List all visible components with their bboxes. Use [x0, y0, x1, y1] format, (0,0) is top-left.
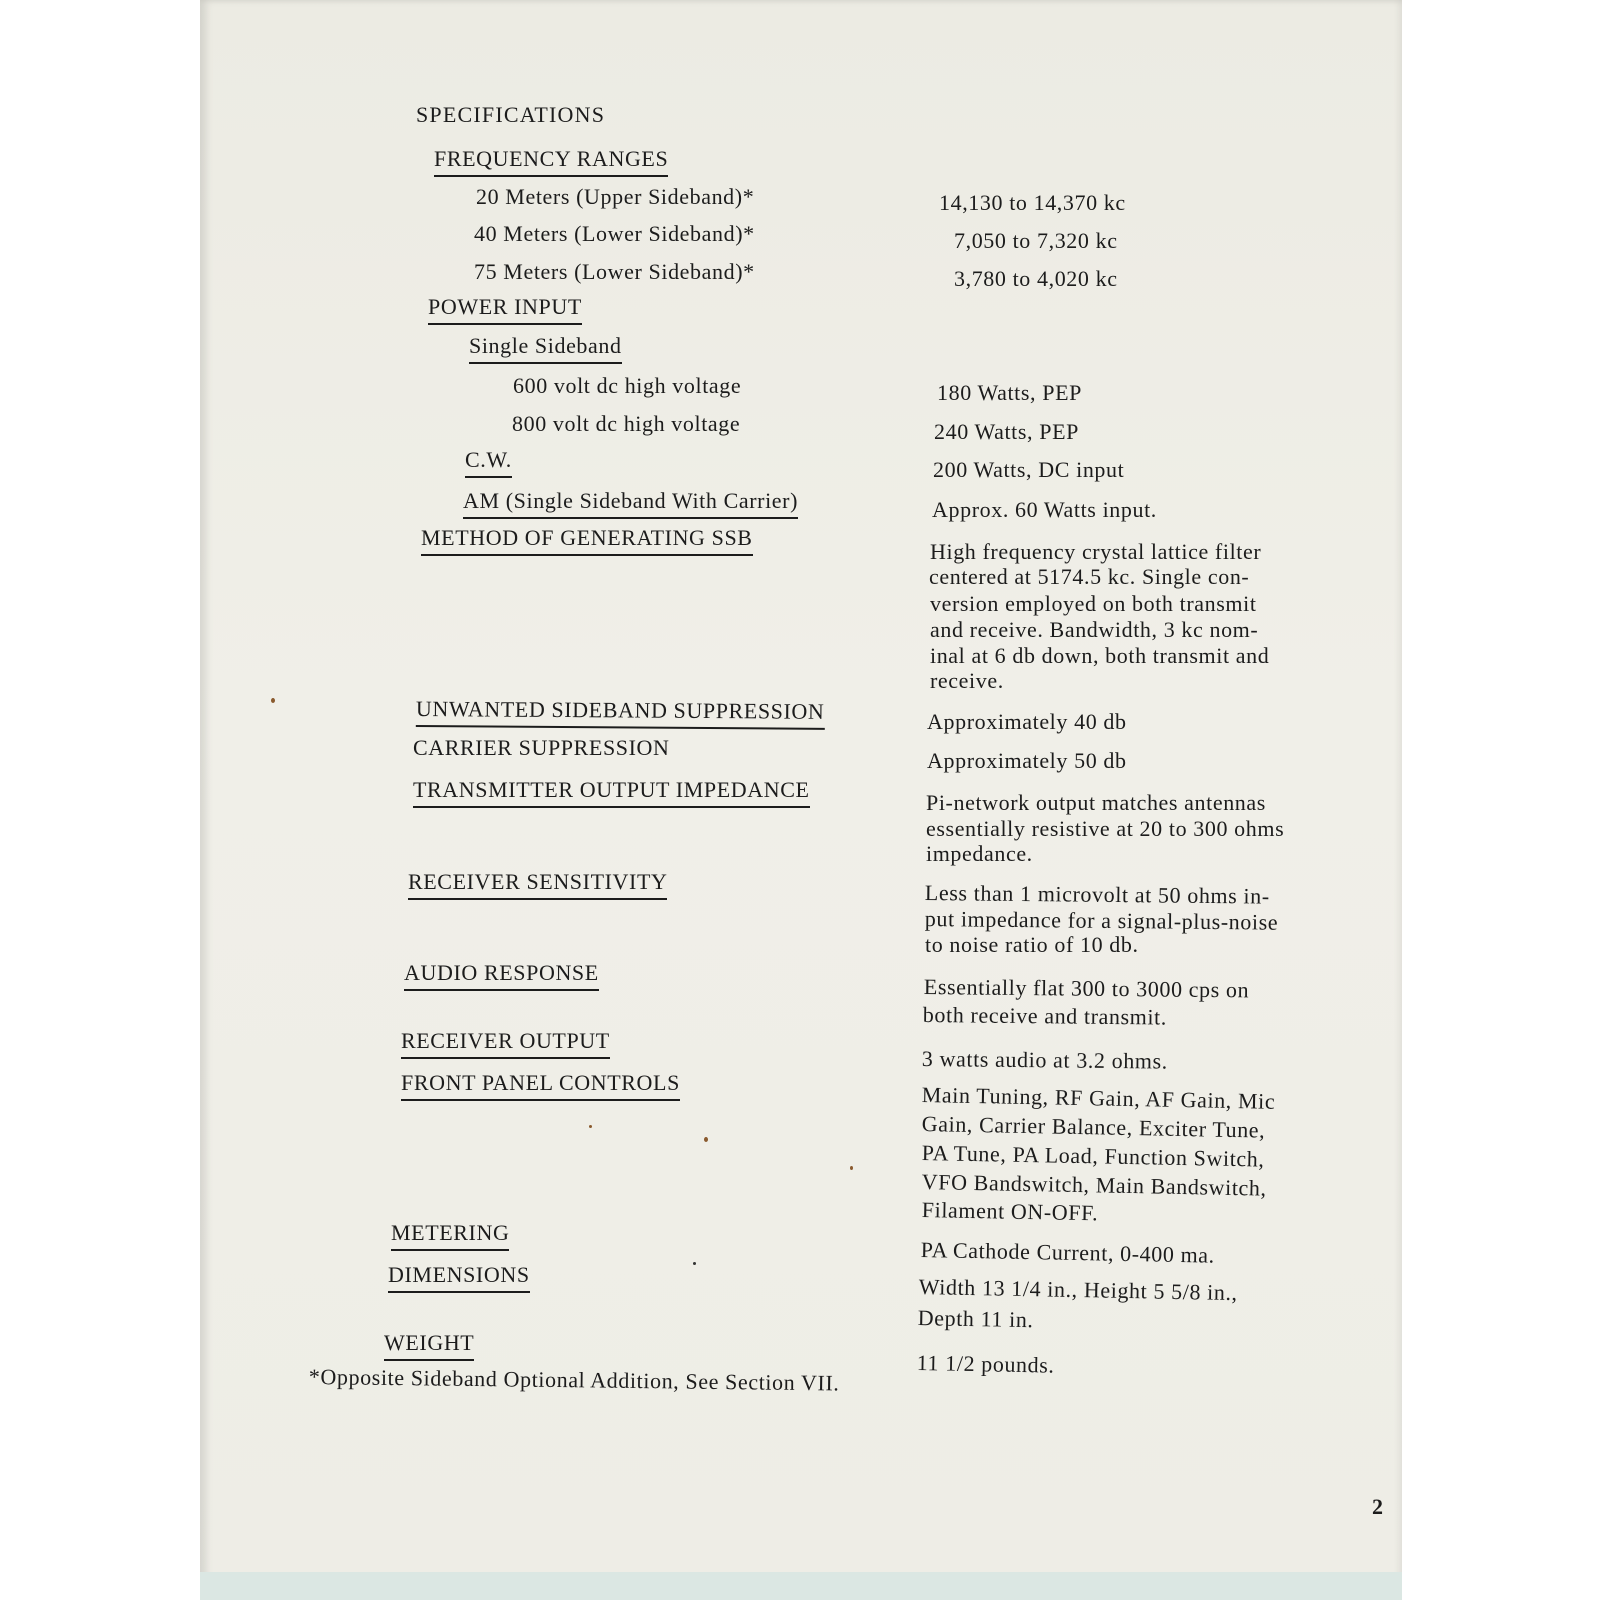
receiver-sensitivity-heading: RECEIVER SENSITIVITY: [408, 871, 667, 900]
am-heading: AM (Single Sideband With Carrier): [463, 490, 798, 519]
freq-row-label: 40 Meters (Lower Sideband)*: [474, 221, 755, 246]
front-panel-controls-heading: FRONT PANEL CONTROLS: [401, 1072, 680, 1101]
front-panel-line: PA Tune, PA Load, Function Switch,: [921, 1140, 1265, 1172]
ssb-row-label: 600 volt dc high voltage: [513, 373, 742, 398]
weight-value: 11 1/2 pounds.: [916, 1350, 1055, 1378]
sensitivity-line: put impedance for a signal-plus-noise: [924, 906, 1279, 935]
method-ssb-line: High frequency crystal lattice filter: [930, 539, 1262, 564]
unwanted-sideband-value: Approximately 40 db: [927, 709, 1127, 734]
method-ssb-line: receive.: [930, 668, 1004, 693]
ssb-row-value: 180 Watts, PEP: [937, 380, 1082, 405]
tx-impedance-line: essentially resistive at 20 to 300 ohms: [926, 816, 1285, 841]
ssb-row-label: 800 volt dc high voltage: [512, 411, 741, 436]
dimensions-heading: DIMENSIONS: [388, 1264, 530, 1293]
paper-speck: [271, 698, 275, 703]
receiver-output-value: 3 watts audio at 3.2 ohms.: [921, 1046, 1168, 1074]
unwanted-sideband-heading: UNWANTED SIDEBAND SUPPRESSION: [416, 698, 825, 730]
receiver-output-heading: RECEIVER OUTPUT: [401, 1030, 610, 1059]
sensitivity-line: to noise ratio of 10 db.: [925, 932, 1139, 957]
right-margin: [1402, 0, 1600, 1600]
metering-value: PA Cathode Current, 0-400 ma.: [920, 1237, 1215, 1268]
audio-response-line: Essentially flat 300 to 3000 cps on: [923, 974, 1250, 1003]
freq-row-label: 20 Meters (Upper Sideband)*: [476, 184, 755, 209]
audio-response-heading: AUDIO RESPONSE: [404, 962, 599, 991]
method-ssb-line: and receive. Bandwidth, 3 kc nom-: [930, 617, 1259, 642]
footnote: *Opposite Sideband Optional Addition, See Section VII.: [308, 1364, 840, 1396]
dimensions-line: Depth 11 in.: [917, 1305, 1034, 1333]
paper-speck: [589, 1125, 592, 1128]
tx-output-impedance-heading: TRANSMITTER OUTPUT IMPEDANCE: [413, 779, 810, 808]
freq-row-label: 75 Meters (Lower Sideband)*: [474, 259, 755, 284]
freq-row-value: 7,050 to 7,320 kc: [954, 228, 1118, 253]
table-surface: [200, 1572, 1402, 1600]
specifications-heading: SPECIFICATIONS: [416, 102, 606, 127]
freq-row-value: 14,130 to 14,370 kc: [939, 190, 1126, 215]
paper-speck: [693, 1262, 696, 1265]
page-number: 2: [1372, 1494, 1384, 1519]
front-panel-line: Main Tuning, RF Gain, AF Gain, Mic: [921, 1082, 1276, 1114]
frequency-ranges-heading: FREQUENCY RANGES: [434, 148, 668, 177]
ssb-row-value: 240 Watts, PEP: [934, 419, 1079, 444]
freq-row-value: 3,780 to 4,020 kc: [954, 266, 1118, 291]
am-value: Approx. 60 Watts input.: [932, 497, 1157, 522]
front-panel-line: Gain, Carrier Balance, Exciter Tune,: [921, 1111, 1266, 1143]
method-ssb-line: version employed on both transmit: [930, 591, 1257, 616]
metering-heading: METERING: [391, 1222, 509, 1251]
front-panel-line: VFO Bandswitch, Main Bandswitch,: [921, 1169, 1267, 1201]
audio-response-line: both receive and transmit.: [922, 1002, 1168, 1030]
power-input-heading: POWER INPUT: [428, 296, 582, 325]
single-sideband-heading: Single Sideband: [469, 335, 622, 364]
cw-value: 200 Watts, DC input: [933, 457, 1125, 482]
sensitivity-line: Less than 1 microvolt at 50 ohms in-: [924, 880, 1270, 909]
method-ssb-line: inal at 6 db down, both transmit and: [930, 643, 1270, 668]
paper-speck: [850, 1166, 853, 1170]
tx-impedance-line: impedance.: [926, 841, 1033, 866]
tx-impedance-line: Pi-network output matches antennas: [926, 790, 1266, 815]
dimensions-line: Width 13 1/4 in., Height 5 5/8 in.,: [918, 1274, 1238, 1306]
method-ssb-line: centered at 5174.5 kc. Single con-: [929, 564, 1250, 589]
paper-speck: [704, 1137, 708, 1142]
weight-heading: WEIGHT: [384, 1332, 474, 1361]
front-panel-line: Filament ON-OFF.: [921, 1197, 1099, 1226]
carrier-suppression-heading: CARRIER SUPPRESSION: [413, 735, 670, 760]
cw-heading: C.W.: [465, 449, 512, 478]
method-ssb-heading: METHOD OF GENERATING SSB: [421, 527, 753, 556]
carrier-suppression-value: Approximately 50 db: [927, 748, 1127, 773]
left-margin: [0, 0, 200, 1600]
